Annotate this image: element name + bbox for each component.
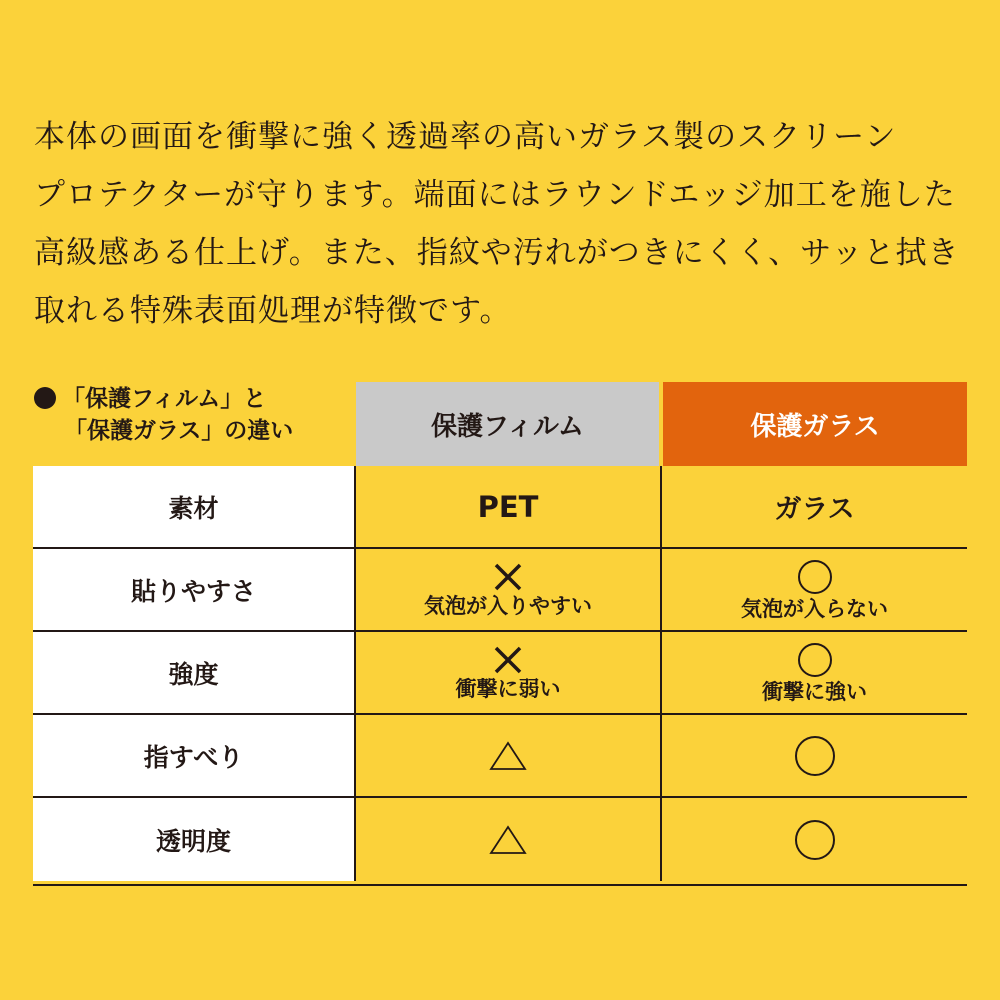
bullet-icon [34,387,56,409]
glass-cell [662,715,967,796]
table-row [33,715,967,798]
comparison-heading-line2: 「保護ガラス」の違い [64,418,294,444]
row-label: 貼りやすさ [33,549,356,630]
circle-icon [795,559,835,595]
film-cell [356,632,662,713]
intro-line: 本体の画面を衝撃に強く透過率の高いガラス製のスクリーン [34,119,897,155]
row-label: 指すべり [33,715,356,796]
triangle-icon [488,740,528,772]
row-label: 透明度 [33,798,356,881]
table-row [33,632,967,715]
circle-icon [793,734,837,778]
film-cell [356,715,662,796]
film-material: PET [477,489,539,524]
glass-note: 気泡が入らない [741,596,888,621]
circle-icon [795,642,835,678]
table-row [33,798,967,881]
film-note: 気泡が入りやすい [424,593,592,618]
glass-cell [662,798,967,881]
glass-cell [662,466,967,547]
cross-icon [492,562,524,592]
intro-line: 高級感ある仕上げ。また、指紋や汚れがつきにくく、サッと拭き [34,235,960,271]
column-header-glass: 保護ガラス [663,382,967,466]
cross-icon [492,645,524,675]
row-label: 強度 [33,632,356,713]
table-row [33,466,967,549]
comparison-table [33,466,967,886]
glass-note: 衝撃に強い [762,679,867,704]
film-cell [356,549,662,630]
glass-cell [662,549,967,630]
glass-material: ガラス [774,494,855,525]
circle-icon [793,818,837,862]
triangle-icon [488,824,528,856]
table-row [33,549,967,632]
intro-line: プロテクターが守ります。端面にはラウンドエッジ加工を施した [34,177,956,213]
intro-line: 取れる特殊表面処理が特徴です。 [34,293,512,329]
comparison-heading-line1: 「保護フィルム」と [62,386,267,412]
row-label: 素材 [33,466,356,547]
film-cell [356,798,662,881]
film-cell [356,466,662,547]
intro-paragraph [34,108,974,340]
column-header-film: 保護フィルム [356,382,659,466]
comparison-heading [34,383,293,447]
film-note: 衝撃に弱い [455,676,561,701]
glass-cell [662,632,967,713]
